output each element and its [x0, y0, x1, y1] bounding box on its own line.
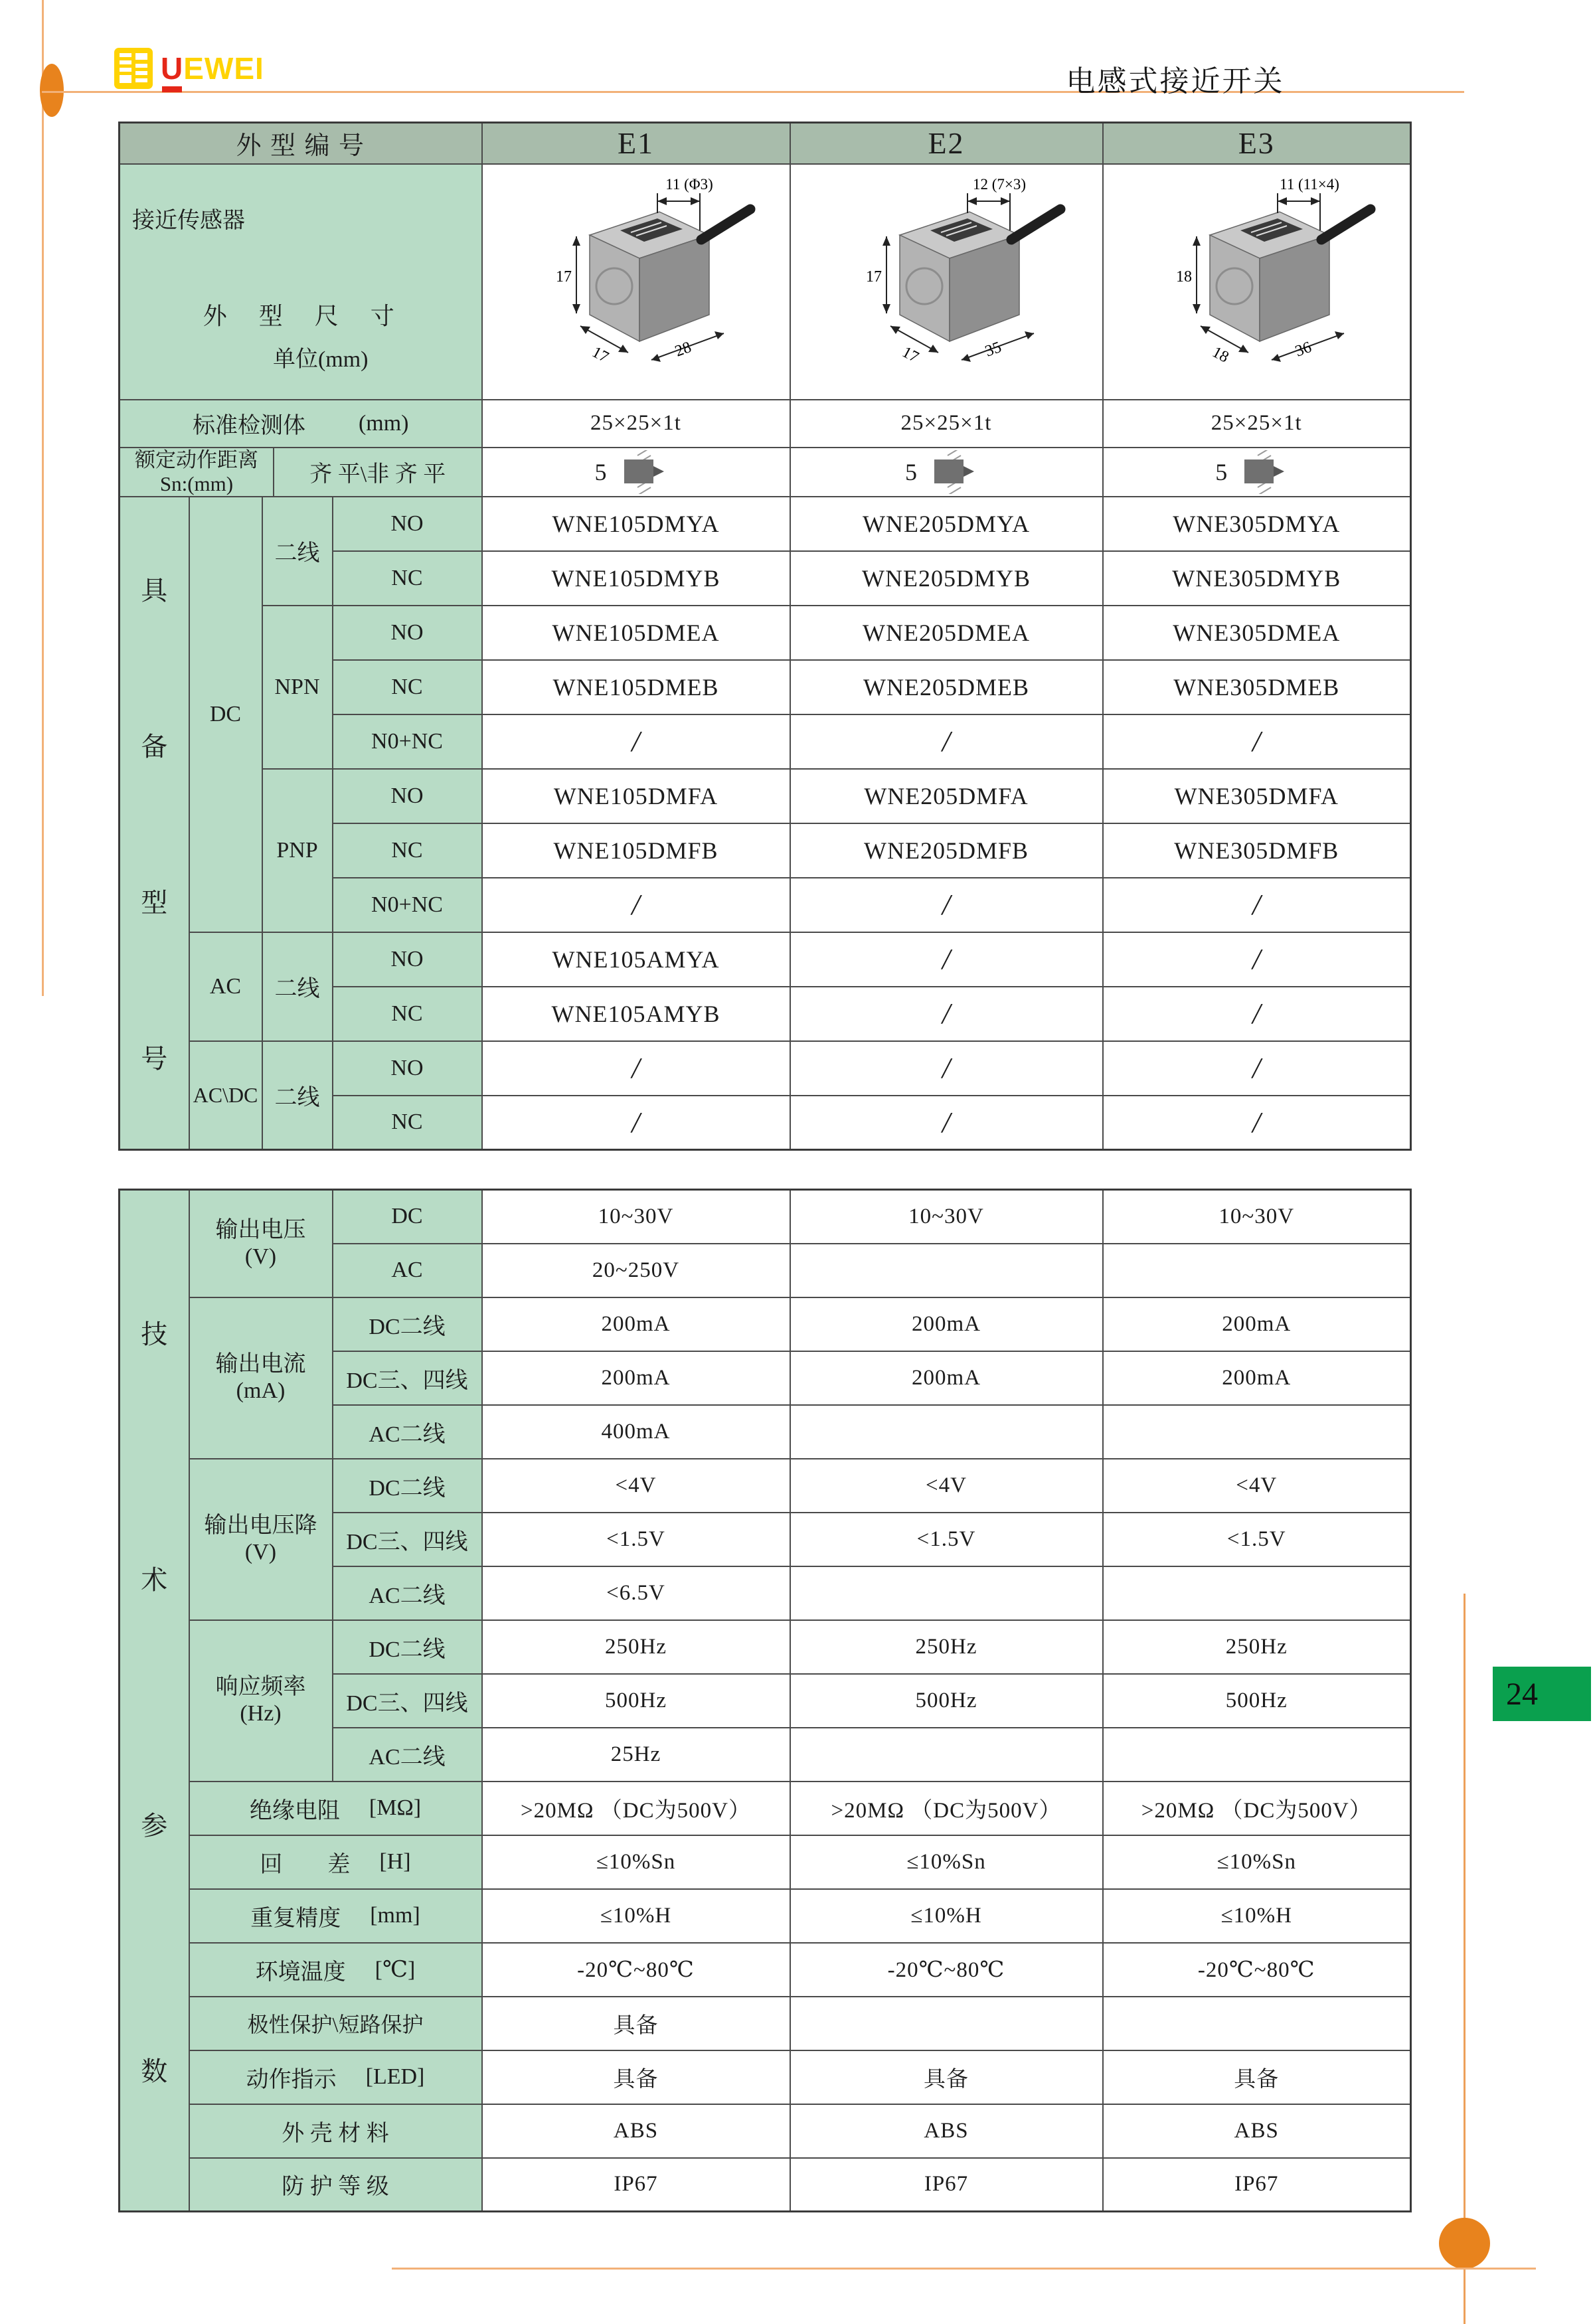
spec-value: >20MΩ （DC为500V）: [482, 1782, 790, 1835]
spec-value: [790, 1244, 1103, 1297]
sensor-drawing-e1: [490, 172, 782, 391]
spec-value: 400mA: [482, 1405, 790, 1459]
wiring-pnp: PNP: [262, 769, 333, 932]
standard-target-e1: 25×25×1t: [482, 400, 790, 448]
spec-value: ≤10%H: [790, 1889, 1103, 1943]
protection-rating-label: 防 护 等 级: [189, 2158, 482, 2212]
spec-row: [120, 1997, 1411, 2050]
unit-label: 单位(mm): [272, 347, 369, 372]
bottom-rule-line: [392, 2268, 1536, 2270]
svg-text:17: 17: [555, 268, 572, 286]
model-cell: WNE105DMEB: [482, 660, 790, 714]
model-cell: /: [482, 1096, 790, 1150]
page-number: 24: [1506, 1676, 1538, 1712]
page-number-badge: [1493, 1667, 1591, 1721]
svg-text:17: 17: [588, 343, 612, 367]
model-cell: WNE305DMYB: [1103, 551, 1411, 606]
sub-ac-2wire: AC二线: [333, 1728, 482, 1782]
model-cell: /: [482, 1041, 790, 1096]
sub-dc-34wire: DC三、四线: [333, 1513, 482, 1566]
svg-text:35: 35: [983, 338, 1004, 361]
spec-value: [1103, 1405, 1411, 1459]
output-no: NO: [333, 1041, 482, 1096]
sub-dc-34wire: DC三、四线: [333, 1674, 482, 1728]
group-output-voltage: 输出电压 (V): [189, 1190, 333, 1297]
spec-table: [118, 1189, 1412, 2212]
spec-value: 200mA: [1103, 1351, 1411, 1405]
model-cell: WNE105DMFA: [482, 769, 790, 823]
sn-value: 5: [594, 458, 607, 485]
svg-text:18: 18: [1209, 343, 1232, 367]
output-nonc: N0+NC: [333, 714, 482, 769]
model-cell: WNE305DMFB: [1103, 823, 1411, 878]
sub-ac-2wire: AC二线: [333, 1566, 482, 1620]
product-image-e1: [482, 164, 790, 400]
model-cell: /: [482, 714, 790, 769]
hysteresis-label: 回 差 [H]: [189, 1835, 482, 1889]
model-row: [120, 769, 1411, 823]
standard-target-text: 标准检测体: [192, 414, 305, 438]
model-cell: WNE305DMEA: [1103, 606, 1411, 660]
sensor-label: 接近传感器: [132, 208, 245, 233]
spec-value: 具备: [482, 1997, 790, 2050]
model-cell: WNE305DMFA: [1103, 769, 1411, 823]
spec-value: ≤10%H: [482, 1889, 790, 1943]
model-cell: WNE105DMEA: [482, 606, 790, 660]
sensing-distance-label: [120, 448, 482, 497]
sn-label-line1: 额定动作距离: [135, 448, 258, 471]
model-cell: WNE105DMFB: [482, 823, 790, 878]
spec-value: IP67: [482, 2158, 790, 2212]
brand-wordmark: [161, 53, 264, 84]
model-cell: WNE205DMFA: [790, 769, 1103, 823]
spec-value: 200mA: [482, 1351, 790, 1405]
operation-indicator-label: 动作指示 [LED]: [189, 2050, 482, 2104]
insulation-resistance-label: 绝缘电阻 [MΩ]: [189, 1782, 482, 1835]
model-cell: WNE305DMYA: [1103, 497, 1411, 551]
spec-value: IP67: [1103, 2158, 1411, 2212]
brand-logo: [114, 48, 264, 89]
model-row: [120, 932, 1411, 987]
model-cell: WNE205DMEB: [790, 660, 1103, 714]
spec-row: [120, 1943, 1411, 1997]
output-no: NO: [333, 932, 482, 987]
spec-value: 500Hz: [482, 1674, 790, 1728]
ambient-temperature-label: 环境温度 [℃]: [189, 1943, 482, 1997]
model-cell: /: [790, 932, 1103, 987]
spec-value: 250Hz: [1103, 1620, 1411, 1674]
spec-value: 25Hz: [482, 1728, 790, 1782]
spec-value: ABS: [790, 2104, 1103, 2158]
bottom-right-orange-circle: [1439, 2218, 1490, 2269]
spec-value: 250Hz: [790, 1620, 1103, 1674]
model-cell: /: [790, 987, 1103, 1041]
flush-label: 齐 平\非 齐 平: [309, 462, 446, 487]
model-row: [120, 497, 1411, 551]
spec-value: >20MΩ （DC为500V）: [1103, 1782, 1411, 1835]
sensing-distance-e2: [790, 448, 1103, 497]
sub-dc-2wire: DC二线: [333, 1620, 482, 1674]
spec-value: ≤10%H: [1103, 1889, 1411, 1943]
output-no: NO: [333, 769, 482, 823]
spec-value: 200mA: [790, 1297, 1103, 1351]
spec-row: [120, 1297, 1411, 1351]
spec-value: [790, 1728, 1103, 1782]
flush-mount-icon: [611, 450, 677, 494]
spec-value: <4V: [1103, 1459, 1411, 1513]
output-nonc: N0+NC: [333, 878, 482, 932]
spec-value: 20~250V: [482, 1244, 790, 1297]
sensor-drawing-e2: [800, 172, 1092, 391]
brand-first-letter: U: [161, 51, 184, 86]
svg-text:12 (7×3): 12 (7×3): [972, 176, 1027, 193]
page-title: 电感式接近开关: [1066, 65, 1285, 98]
flush-mount-icon: [1231, 450, 1298, 494]
standard-target-e3: 25×25×1t: [1103, 400, 1411, 448]
spec-value: 10~30V: [790, 1190, 1103, 1244]
sub-ac-2wire: AC二线: [333, 1405, 482, 1459]
polarity-protection-label: 极性保护\短路保护: [189, 1997, 482, 2050]
spec-value: <1.5V: [1103, 1513, 1411, 1566]
standard-target-label: [120, 400, 482, 448]
spec-value: ≤10%Sn: [1103, 1835, 1411, 1889]
spec-value: <1.5V: [790, 1513, 1103, 1566]
svg-text:17: 17: [866, 268, 882, 286]
spec-value: -20℃~80℃: [790, 1943, 1103, 1997]
spec-value: 500Hz: [790, 1674, 1103, 1728]
sensor-drawing-e3: [1110, 172, 1402, 391]
group-output-current: 输出电流 (mA): [189, 1297, 333, 1459]
spec-value: 200mA: [790, 1351, 1103, 1405]
output-nc: NC: [333, 987, 482, 1041]
sub-dc-2wire: DC二线: [333, 1459, 482, 1513]
spec-value: -20℃~80℃: [482, 1943, 790, 1997]
model-cell: WNE105DMYB: [482, 551, 790, 606]
spec-row: [120, 1459, 1411, 1513]
spec-value: >20MΩ （DC为500V）: [790, 1782, 1103, 1835]
available-models-vertical-label: 具 备 型 号: [120, 497, 189, 1150]
model-cell: /: [1103, 987, 1411, 1041]
spec-value: 10~30V: [482, 1190, 790, 1244]
product-image-e3: [1103, 164, 1411, 400]
model-cell: WNE105DMYA: [482, 497, 790, 551]
tech-params-vertical-label: 技 术 参 数: [120, 1190, 189, 2212]
model-cell: WNE205DMYB: [790, 551, 1103, 606]
standard-target-e2: 25×25×1t: [790, 400, 1103, 448]
spec-value: 500Hz: [1103, 1674, 1411, 1728]
model-cell: /: [790, 714, 1103, 769]
spec-value: [790, 1405, 1103, 1459]
column-header-e1: E1: [482, 123, 790, 164]
dimension-row-label: [120, 164, 482, 400]
spec-value: 200mA: [482, 1297, 790, 1351]
brand-rest: EWEI: [183, 51, 264, 86]
product-image-e2: [790, 164, 1103, 400]
yewei-logo-icon: [114, 48, 153, 89]
sn-value: 5: [1215, 458, 1228, 485]
table-corner-label: 外 型 编 号: [120, 123, 482, 164]
model-table: [118, 122, 1412, 1151]
spec-value: 10~30V: [1103, 1190, 1411, 1244]
spec-row: [120, 2158, 1411, 2212]
sensing-distance-e1: [482, 448, 790, 497]
spec-value: ABS: [482, 2104, 790, 2158]
svg-text:36: 36: [1293, 338, 1314, 361]
spec-row: [120, 1889, 1411, 1943]
brand-underbar: [162, 86, 182, 92]
spec-value: ≤10%Sn: [482, 1835, 790, 1889]
svg-text:18: 18: [1176, 268, 1193, 286]
wiring-npn: NPN: [262, 606, 333, 769]
model-cell: /: [1103, 1096, 1411, 1150]
spec-value: <6.5V: [482, 1566, 790, 1620]
spec-value: [1103, 1244, 1411, 1297]
spec-value: 具备: [790, 2050, 1103, 2104]
power-group-acdc: AC\DC: [189, 1041, 262, 1150]
spec-value: 200mA: [1103, 1297, 1411, 1351]
model-cell: /: [790, 1041, 1103, 1096]
sensing-distance-e3: [1103, 448, 1411, 497]
svg-text:28: 28: [672, 338, 694, 361]
svg-text:11 (Φ3): 11 (Φ3): [665, 176, 713, 193]
spec-value: IP67: [790, 2158, 1103, 2212]
spec-row: [120, 1835, 1411, 1889]
svg-text:11 (11×4): 11 (11×4): [1280, 176, 1340, 193]
sub-dc: DC: [333, 1190, 482, 1244]
model-cell: /: [790, 878, 1103, 932]
output-nc: NC: [333, 1096, 482, 1150]
spec-value: 具备: [482, 2050, 790, 2104]
output-no: NO: [333, 497, 482, 551]
model-cell: WNE105AMYA: [482, 932, 790, 987]
output-nc: NC: [333, 660, 482, 714]
model-cell: /: [790, 1096, 1103, 1150]
spec-row: [120, 1190, 1411, 1244]
model-row: [120, 606, 1411, 660]
spec-row: [120, 2104, 1411, 2158]
model-cell: WNE205DMYA: [790, 497, 1103, 551]
sn-label-line2: Sn:(mm): [159, 471, 234, 495]
model-cell: WNE205DMEA: [790, 606, 1103, 660]
output-nc: NC: [333, 551, 482, 606]
spec-value: [790, 1997, 1103, 2050]
spec-row: [120, 1620, 1411, 1674]
top-left-orange-ellipse: [40, 64, 64, 117]
dims-label: 外 型 尺 寸: [203, 303, 398, 329]
spec-value: 250Hz: [482, 1620, 790, 1674]
left-margin-line: [42, 0, 44, 996]
spec-value: [1103, 1728, 1411, 1782]
flush-mount-icon: [921, 450, 987, 494]
wiring-2wire: 二线: [262, 497, 333, 606]
model-cell: WNE205DMFB: [790, 823, 1103, 878]
sub-dc-2wire: DC二线: [333, 1297, 482, 1351]
model-cell: /: [1103, 1041, 1411, 1096]
group-response-frequency: 响应频率 (Hz): [189, 1620, 333, 1782]
sub-dc-34wire: DC三、四线: [333, 1351, 482, 1405]
column-header-e2: E2: [790, 123, 1103, 164]
output-no: NO: [333, 606, 482, 660]
spec-value: <4V: [790, 1459, 1103, 1513]
spec-value: 具备: [1103, 2050, 1411, 2104]
svg-text:17: 17: [899, 343, 922, 367]
housing-material-label: 外 壳 材 料: [189, 2104, 482, 2158]
spec-value: <1.5V: [482, 1513, 790, 1566]
spec-value: ≤10%Sn: [790, 1835, 1103, 1889]
spec-value: [790, 1566, 1103, 1620]
model-cell: WNE305DMEB: [1103, 660, 1411, 714]
sn-value: 5: [905, 458, 917, 485]
spec-value: [1103, 1566, 1411, 1620]
spec-row: [120, 2050, 1411, 2104]
standard-target-unit: (mm): [358, 410, 409, 436]
right-margin-line: [1464, 1594, 1466, 2324]
wiring-2wire: 二线: [262, 932, 333, 1041]
wiring-2wire: 二线: [262, 1041, 333, 1150]
model-cell: /: [1103, 878, 1411, 932]
spec-value: <4V: [482, 1459, 790, 1513]
model-cell: /: [1103, 932, 1411, 987]
model-cell: /: [1103, 714, 1411, 769]
group-voltage-drop: 输出电压降 (V): [189, 1459, 333, 1620]
spec-value: ABS: [1103, 2104, 1411, 2158]
spec-value: -20℃~80℃: [1103, 1943, 1411, 1997]
spec-value: [1103, 1997, 1411, 2050]
model-cell: /: [482, 878, 790, 932]
power-group-ac: AC: [189, 932, 262, 1041]
power-group-dc: DC: [189, 497, 262, 932]
sub-ac: AC: [333, 1244, 482, 1297]
model-row: [120, 1041, 1411, 1096]
repeat-accuracy-label: 重复精度 [mm]: [189, 1889, 482, 1943]
output-nc: NC: [333, 823, 482, 878]
model-cell: WNE105AMYB: [482, 987, 790, 1041]
column-header-e3: E3: [1103, 123, 1411, 164]
spec-row: [120, 1782, 1411, 1835]
